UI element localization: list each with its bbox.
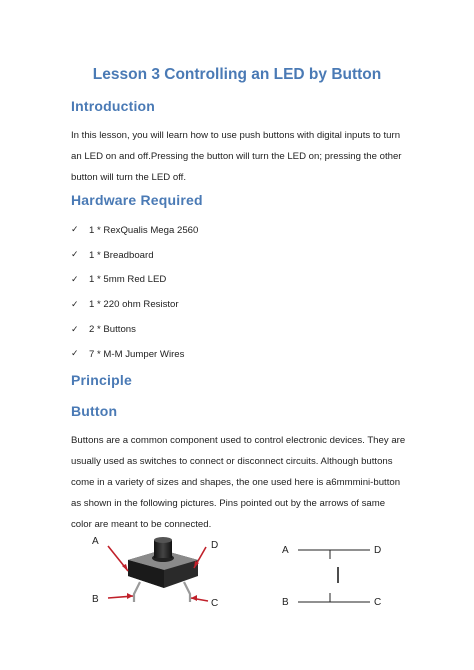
schematic-label-d: D	[374, 545, 382, 556]
list-item	[71, 292, 198, 317]
list-item	[71, 218, 198, 243]
list-item	[71, 268, 198, 293]
intro-line: button will turn the LED off.	[71, 172, 187, 183]
button-paragraph	[71, 430, 416, 535]
button-line: as shown in the following pictures. Pins pointed out by the arrows of same	[71, 498, 386, 509]
page-title: Lesson 3 Controlling an LED by Button	[92, 66, 382, 83]
list-item-label: 1 * RexQualis Mega 2560	[89, 224, 199, 236]
photo-label-d: D	[211, 540, 219, 551]
schematic-label-b: B	[282, 597, 289, 608]
button-schematic	[280, 535, 390, 615]
button-heading: Button	[71, 403, 118, 419]
intro-line: In this lesson, you will learn how to use push buttons with digital inputs to turn	[71, 130, 401, 141]
arrowhead-icon	[191, 595, 197, 601]
checkmark-icon: ✓	[71, 225, 79, 236]
list-item-label: 1 * 5mm Red LED	[89, 274, 167, 286]
checkmark-icon: ✓	[71, 250, 79, 261]
list-item	[71, 243, 198, 268]
list-item-label: 2 * Buttons	[89, 324, 136, 336]
hardware-heading: Hardware Required	[71, 192, 203, 208]
photo-label-b: B	[92, 594, 99, 605]
checkmark-icon: ✓	[71, 349, 79, 360]
hardware-list	[71, 218, 198, 367]
checkmark-icon: ✓	[71, 324, 79, 335]
list-item-label: 1 * 220 ohm Resistor	[89, 299, 179, 311]
cap-top	[154, 537, 172, 543]
button-line: color are meant to be connected.	[71, 519, 212, 530]
list-item	[71, 317, 198, 342]
pin-b	[134, 582, 140, 602]
principle-heading: Principle	[71, 372, 132, 388]
button-line: come in a variety of sizes and shapes, the one used here is a6mmmini-button	[71, 477, 401, 488]
schematic-label-c: C	[374, 597, 382, 608]
arrowhead-icon	[127, 593, 133, 599]
introduction-paragraph	[71, 125, 416, 188]
photo-label-c: C	[211, 598, 219, 609]
button-line: usually used as switches to connect or disconnect circuits. Although buttons	[71, 456, 393, 467]
button-line: Buttons are a common component used to control electronic devices. They are	[71, 435, 406, 446]
checkmark-icon: ✓	[71, 274, 79, 285]
photo-label-a: A	[92, 536, 99, 547]
checkmark-icon: ✓	[71, 299, 79, 310]
list-item-label: 7 * M-M Jumper Wires	[89, 348, 185, 360]
push-button-photo	[88, 530, 233, 610]
list-item	[71, 342, 198, 367]
list-item-label: 1 * Breadboard	[89, 249, 154, 261]
pin-c	[184, 582, 190, 602]
schematic-label-a: A	[282, 545, 289, 556]
introduction-heading: Introduction	[71, 98, 156, 114]
intro-line: an LED on and off.Pressing the button will turn the LED on; pressing the other	[71, 151, 402, 162]
